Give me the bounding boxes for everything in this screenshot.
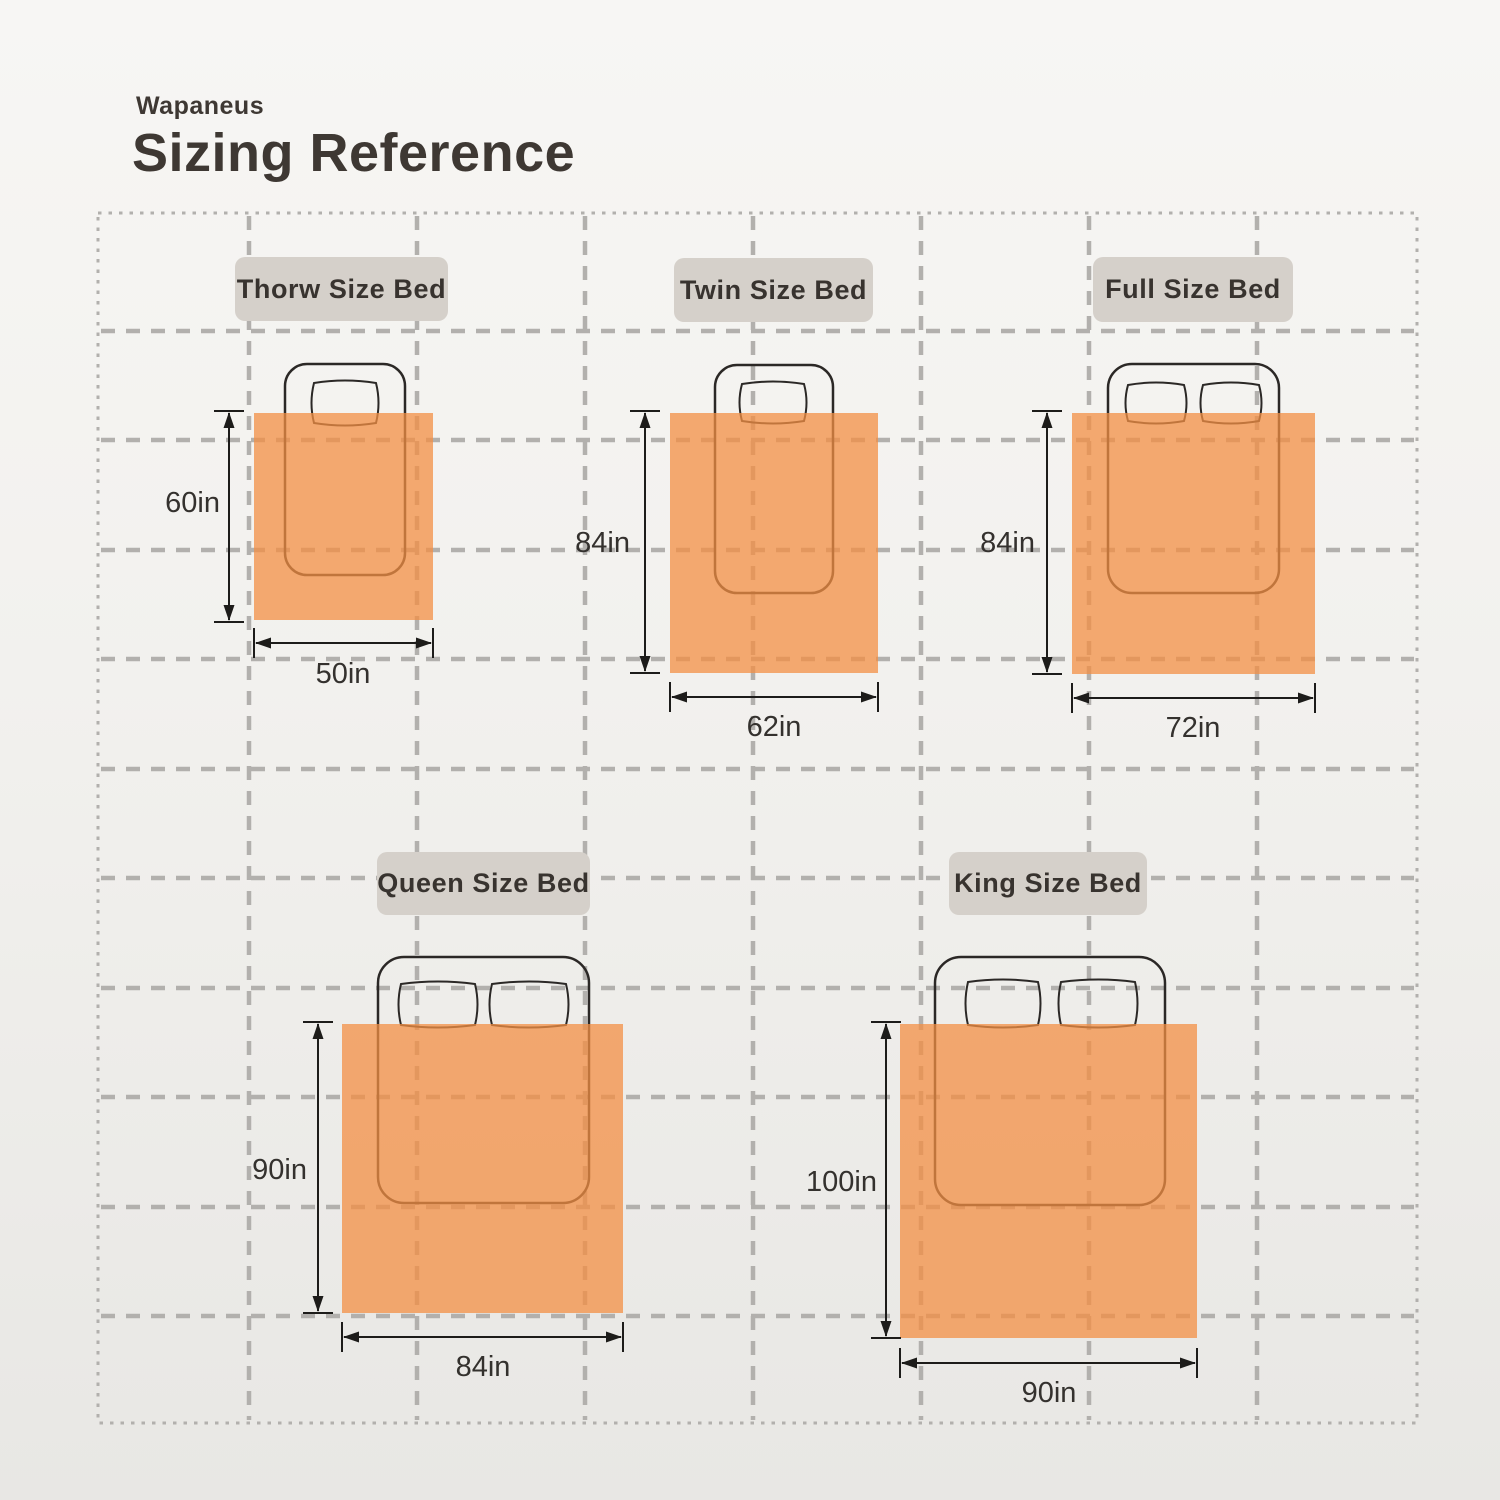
height-dimension-label: 90in xyxy=(252,1154,307,1186)
blanket-overlay xyxy=(900,1024,1197,1338)
bed-size-label-text: King Size Bed xyxy=(954,868,1142,898)
blanket-overlay xyxy=(254,413,433,620)
height-dimension-label: 84in xyxy=(980,527,1035,559)
blanket-overlay xyxy=(670,413,878,673)
width-dimension-label: 84in xyxy=(455,1351,511,1383)
bed-size-label xyxy=(1093,257,1293,322)
bed-size-label-text: Twin Size Bed xyxy=(679,274,868,305)
width-dimension-arrow xyxy=(1066,680,1321,716)
height-dimension-label: 84in xyxy=(575,527,630,559)
bed-size-label xyxy=(949,852,1147,915)
width-dimension-label: 62in xyxy=(746,711,802,743)
width-dimension-label: 72in xyxy=(1165,712,1221,744)
width-dimension-arrow xyxy=(894,1345,1203,1381)
bed-size-label-text: Queen Size Bed xyxy=(377,868,590,898)
page-title: Sizing Reference xyxy=(132,123,576,183)
bed-size-label xyxy=(235,257,448,321)
width-dimension-arrow xyxy=(248,625,439,661)
width-dimension-label: 90in xyxy=(1021,1377,1077,1409)
bed-size-label xyxy=(674,258,873,322)
width-dimension-arrow xyxy=(664,679,884,715)
height-dimension-label: 100in xyxy=(806,1166,877,1198)
brand-name: Wapaneus xyxy=(136,92,265,120)
width-dimension-arrow xyxy=(336,1319,629,1355)
height-dimension-arrow xyxy=(627,405,663,679)
blanket-overlay xyxy=(342,1024,623,1313)
bed-size-label-text: Thorw Size Bed xyxy=(236,273,447,304)
bed-size-label xyxy=(377,852,590,915)
blanket-overlay xyxy=(1072,413,1315,674)
width-dimension-label: 50in xyxy=(315,658,371,690)
bed-size-label-text: Full Size Bed xyxy=(1105,274,1281,304)
height-dimension-label: 60in xyxy=(165,487,220,519)
